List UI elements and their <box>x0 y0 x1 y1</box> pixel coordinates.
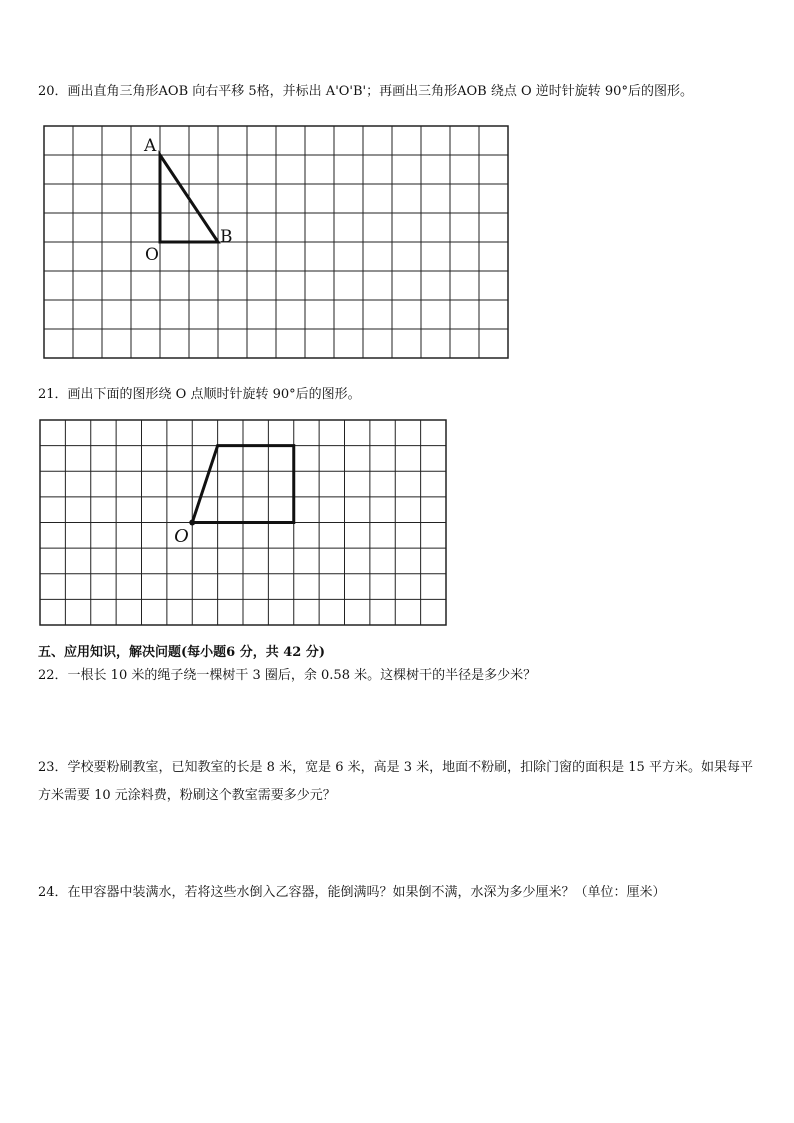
question-20-text: 20．画出直角三角形AOB 向右平移 5格，并标出 A'O'B'；再画出三角形AOB 绕点 O 逆时针旋转 90°后的图形。 <box>38 84 693 99</box>
point-o <box>189 520 195 526</box>
question-22-text: 22．一根长 10 米的绳子绕一棵树干 3 圈后，余 0.58 米。这棵树干的半径是多少米？ <box>38 668 537 683</box>
label-o-italic: O <box>174 525 189 547</box>
label-a: A <box>144 136 157 156</box>
label-b: B <box>220 227 233 247</box>
question-21-text: 21．画出下面的图形绕 O 点顺时针旋转 90°后的图形。 <box>38 387 361 402</box>
question-23-text: 23．学校要粉刷教室，已知教室的长是 8 米，宽是 6 米，高是 3 米，地面不粉刷，扣除门窗的面积是 15 平方米。如果每平方米需要 10 元涂料费，粉刷这个教室需要多少元？ <box>38 760 753 803</box>
question-24-text: 24．在甲容器中装满水，若将这些水倒入乙容器，能倒满吗？如果倒不满，水深为多少厘米？（单位：厘米） <box>38 885 666 900</box>
grid-q20 <box>44 126 508 358</box>
label-o: O <box>145 245 159 265</box>
grid-q21 <box>40 420 446 625</box>
section-5-title: 五、应用知识，解决问题(每小题6 分，共 42 分) <box>38 645 326 660</box>
